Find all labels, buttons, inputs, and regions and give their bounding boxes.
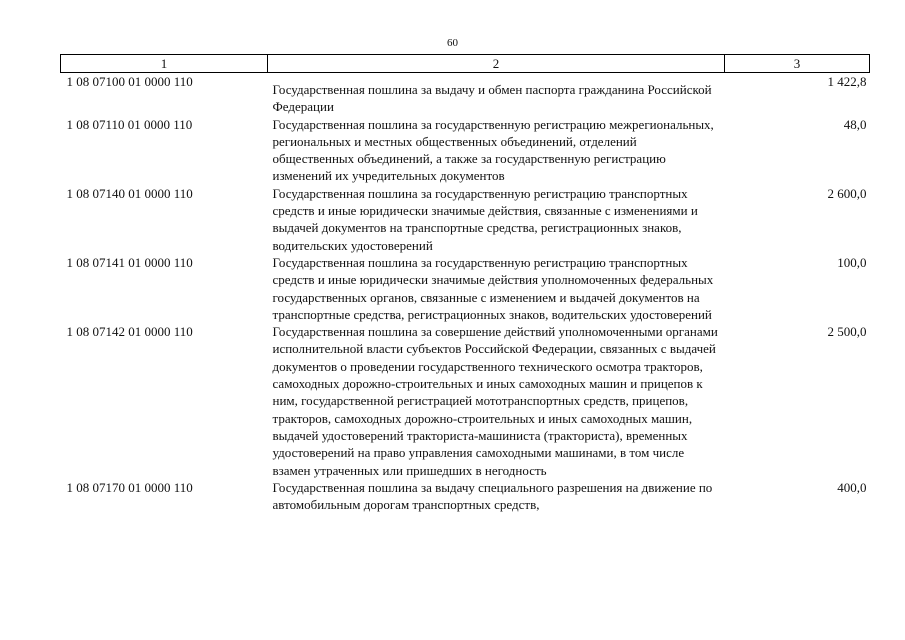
- column-header-description: 2: [268, 55, 725, 73]
- column-header-code: 1: [61, 55, 268, 73]
- revenue-description: Государственная пошлина за совершение действий уполномоченными органами исполнительной власти субъектов Российской Федерации, связанных с выдачей документов о проведении государственного технического осмотра тракторов, самоходных дорожно-строительных и иных самоходных машин и прицепов к ним, государственной регистрацией мототранспортных средств, прицепов, тракторов, самоходных дорожно-строительных и иных самоходных машин, выдачей удостоверений тракториста-машиниста (тракториста), временных удостоверений на право управления самоходными машинами, в том числе взамен утраченных или пришедших в негодность: [272, 324, 718, 478]
- revenue-amount: 1 422,8: [827, 74, 867, 89]
- revenue-amount: 48,0: [843, 116, 867, 132]
- revenue-description: Государственная пошлина за выдачу специального разрешения на движение по автомобильным дорогам транспортных средств,: [272, 479, 713, 513]
- table-header: [61, 55, 870, 73]
- table-row: [61, 185, 870, 254]
- budget-code: 1 08 07140 01 0000 110: [66, 185, 193, 201]
- column-header-amount: 3: [725, 55, 870, 73]
- table-body: [61, 73, 870, 514]
- revenue-amount: 2 500,0: [827, 324, 867, 340]
- revenue-description: Государственная пошлина за государственную регистрацию транспортных средств и иные юридически значимые действия уполномоченных федеральных государственных органов, связанные с изменением и выдачей документов на транспортные средства, регистрационных знаков, водительских удостоверений: [272, 254, 714, 322]
- revenue-description: Государственная пошлина за выдачу и обмен паспорта гражданина Российской Федерации: [272, 82, 712, 115]
- header-row: [61, 55, 870, 73]
- page-number: 60: [447, 37, 458, 49]
- table-row: [61, 254, 870, 323]
- revenue-table: [60, 54, 870, 513]
- budget-code: 1 08 07142 01 0000 110: [66, 324, 193, 340]
- budget-code: 1 08 07110 01 0000 110: [66, 116, 193, 132]
- revenue-amount: 400,0: [837, 479, 867, 495]
- table-row: [61, 323, 870, 479]
- table-row: [61, 116, 870, 185]
- revenue-amount: 2 600,0: [827, 185, 867, 201]
- revenue-description: Государственная пошлина за государственную регистрацию межрегиональных, региональных и местных общественных объединений, отделений общественных объединений, а также за государственную регистрацию изменений их учредительных документов: [272, 116, 714, 184]
- table-row: [61, 479, 870, 514]
- table-row: [61, 73, 870, 116]
- revenue-amount: 100,0: [837, 254, 867, 270]
- budget-code: 1 08 07141 01 0000 110: [66, 254, 193, 270]
- revenue-description: Государственная пошлина за государственную регистрацию транспортных средств и иные юридически значимые действия, связанные с изменениями и выдачей документов на транспортные средства, регистрационных знаков, водительских удостоверений: [272, 185, 698, 253]
- budget-code: 1 08 07170 01 0000 110: [66, 479, 193, 495]
- budget-code: 1 08 07100 01 0000 110: [66, 74, 193, 89]
